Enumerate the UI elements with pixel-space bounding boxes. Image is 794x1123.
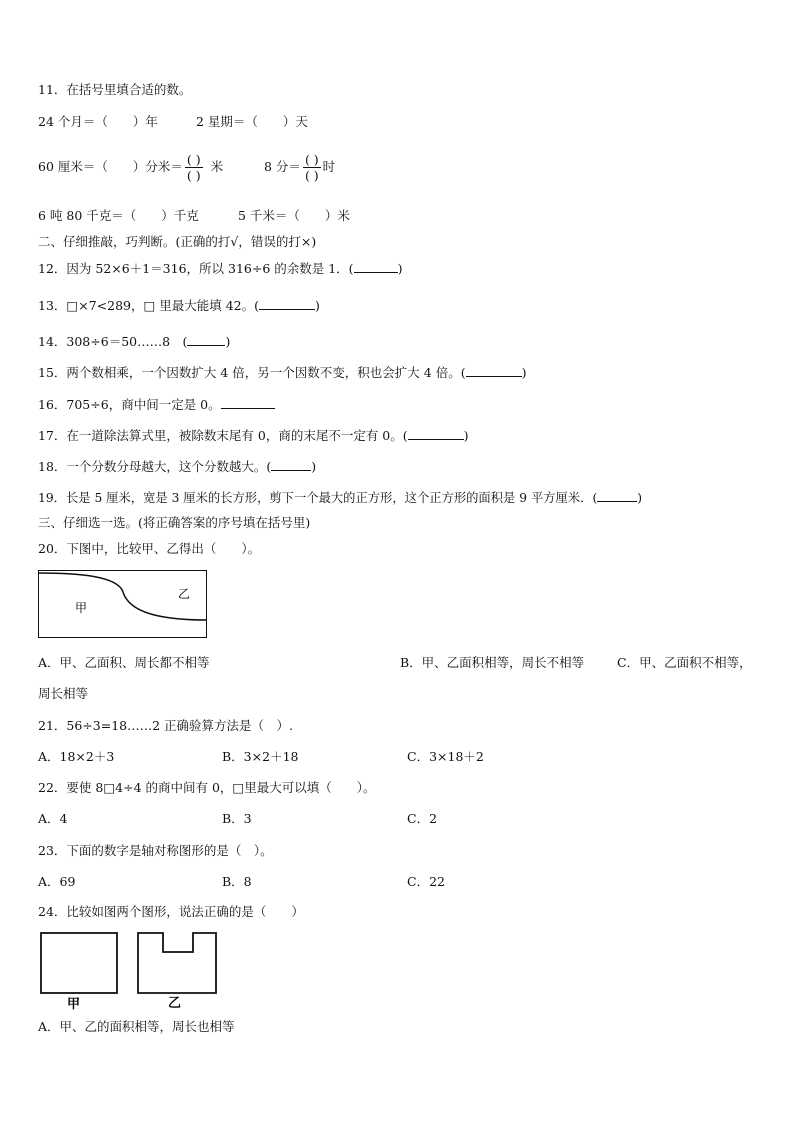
q15-text: 15．两个数相乘，一个因数扩大 4 倍，另一个因数不变，积也会扩大 4 倍。( (38, 365, 466, 380)
q18-answer-blank[interactable] (271, 458, 311, 471)
q24-shape-jia (41, 933, 117, 993)
q21-option-a[interactable]: A．18×2＋3 (38, 749, 115, 764)
q11-row2-b-text: 8 分＝ (264, 159, 301, 174)
q12-answer-blank[interactable] (354, 260, 398, 273)
q24-label-yi: 乙 (168, 996, 182, 1011)
q22-option-a[interactable]: A．4 (38, 811, 68, 826)
q11-row2-a-unit: 米 (210, 159, 224, 174)
q18 (38, 458, 316, 475)
q12 (38, 260, 402, 277)
q24-label-jia: 甲 (67, 997, 81, 1012)
q15 (38, 364, 526, 381)
section-3-heading: 三、仔细选一选。(将正确答案的序号填在括号里) (38, 515, 311, 530)
q15-answer-blank[interactable] (466, 364, 522, 377)
q20-option-b[interactable]: B．甲、乙面积相等，周长不相等 (400, 655, 585, 670)
fraction-denominator: ( ) (304, 167, 319, 183)
q13-end: ) (315, 298, 320, 313)
q18-end: ) (311, 459, 317, 474)
q20-option-a[interactable]: A．甲、乙面积、周长都不相等 (38, 655, 210, 670)
q21-text: 21．56÷3=18……2 正确验算方法是（ ）. (38, 718, 294, 733)
q16-text: 16．705÷6，商中间一定是 0。 (38, 397, 221, 412)
q12-text: 12．因为 52×6＋1＝316，所以 316÷6 的余数是 1．( (38, 261, 354, 276)
q11-row2-b-fraction (303, 152, 321, 183)
q11-row2-a-text: 60 厘米＝（ ）分米＝ (38, 159, 183, 174)
q17-answer-blank[interactable] (408, 427, 464, 440)
q19-text: 19．长是 5 厘米，宽是 3 厘米的长方形，剪下一个最大的正方形，这个正方形的面积是 9 平方厘米．( (38, 491, 598, 505)
q14-answer-blank[interactable] (187, 333, 225, 346)
q20-label-jia: 甲 (75, 601, 88, 615)
q20-label-yi: 乙 (178, 587, 191, 601)
q23-option-b[interactable]: B．8 (222, 874, 252, 889)
fraction-numerator: ( ) (304, 151, 319, 167)
q13 (38, 297, 320, 314)
q24-option-a[interactable]: A．甲、乙的面积相等，周长也相等 (38, 1019, 235, 1034)
q22-text: 22．要使 8□4÷4 的商中间有 0，□里最大可以填（ ）。 (38, 780, 376, 795)
q11-row1-a: 24 个月＝（ ）年 (38, 114, 158, 129)
fraction-denominator: ( ) (186, 167, 201, 183)
q13-text: 13．□×7<289，□ 里最大能填 42。( (38, 298, 260, 313)
q23-text: 23．下面的数字是轴对称图形的是（ ）。 (38, 843, 273, 858)
q13-answer-blank[interactable] (259, 297, 315, 310)
q11-row1-b: 2 星期＝（ ）天 (196, 114, 308, 129)
q14-end: ) (225, 334, 231, 349)
q14-text: 14．308÷6＝50……8 ( (38, 334, 188, 349)
q16-answer-blank[interactable] (221, 396, 275, 409)
q24-figure (38, 930, 228, 1012)
q17-text: 17．在一道除法算式里，被除数末尾有 0，商的末尾不一定有 0。( (38, 428, 408, 443)
section-2-heading: 二、仔细推敲，巧判断。(正确的打√，错误的打×) (38, 234, 317, 249)
q16 (38, 396, 275, 413)
q11-row3-b: 5 千米＝（ ）米 (238, 208, 350, 223)
q11-row2-a (38, 147, 223, 187)
q17 (38, 427, 469, 444)
q20-option-c-continued: 周长相等 (38, 686, 89, 701)
q11-title: 11．在括号里填合适的数。 (38, 82, 192, 97)
q11-row2-b-unit: 时 (322, 159, 336, 174)
q19-end: ) (637, 491, 643, 505)
q18-text: 18．一个分数分母越大，这个分数越大。( (38, 459, 272, 474)
q24-text: 24．比较如图两个图形，说法正确的是（ ） (38, 904, 304, 919)
q21-option-b[interactable]: B．3×2＋18 (222, 749, 299, 764)
q24-shape-yi (138, 933, 216, 993)
fraction-numerator: ( ) (186, 151, 201, 167)
q11-row3-a: 6 吨 80 千克＝（ ）千克 (38, 208, 199, 223)
q11-row2-a-fraction (185, 152, 203, 183)
q22-option-c[interactable]: C．2 (407, 811, 438, 826)
q11-row2-b (264, 147, 335, 187)
q14 (38, 333, 230, 350)
q23-option-c[interactable]: C．22 (407, 874, 445, 889)
q20-option-c[interactable]: C．甲、乙面积不相等， (617, 655, 752, 670)
q15-end: ) (521, 365, 527, 380)
q20-text: 20．下图中，比较甲、乙得出（ ）。 (38, 541, 261, 556)
q19-answer-blank[interactable] (597, 489, 637, 502)
q23-option-a[interactable]: A．69 (38, 874, 76, 889)
q21-option-c[interactable]: C．3×18＋2 (407, 749, 484, 764)
q20-figure-border (39, 571, 207, 638)
q20-figure (38, 570, 208, 640)
q19 (38, 489, 642, 506)
q22-option-b[interactable]: B．3 (222, 811, 252, 826)
q17-end: ) (463, 428, 469, 443)
q12-end: ) (397, 261, 403, 276)
